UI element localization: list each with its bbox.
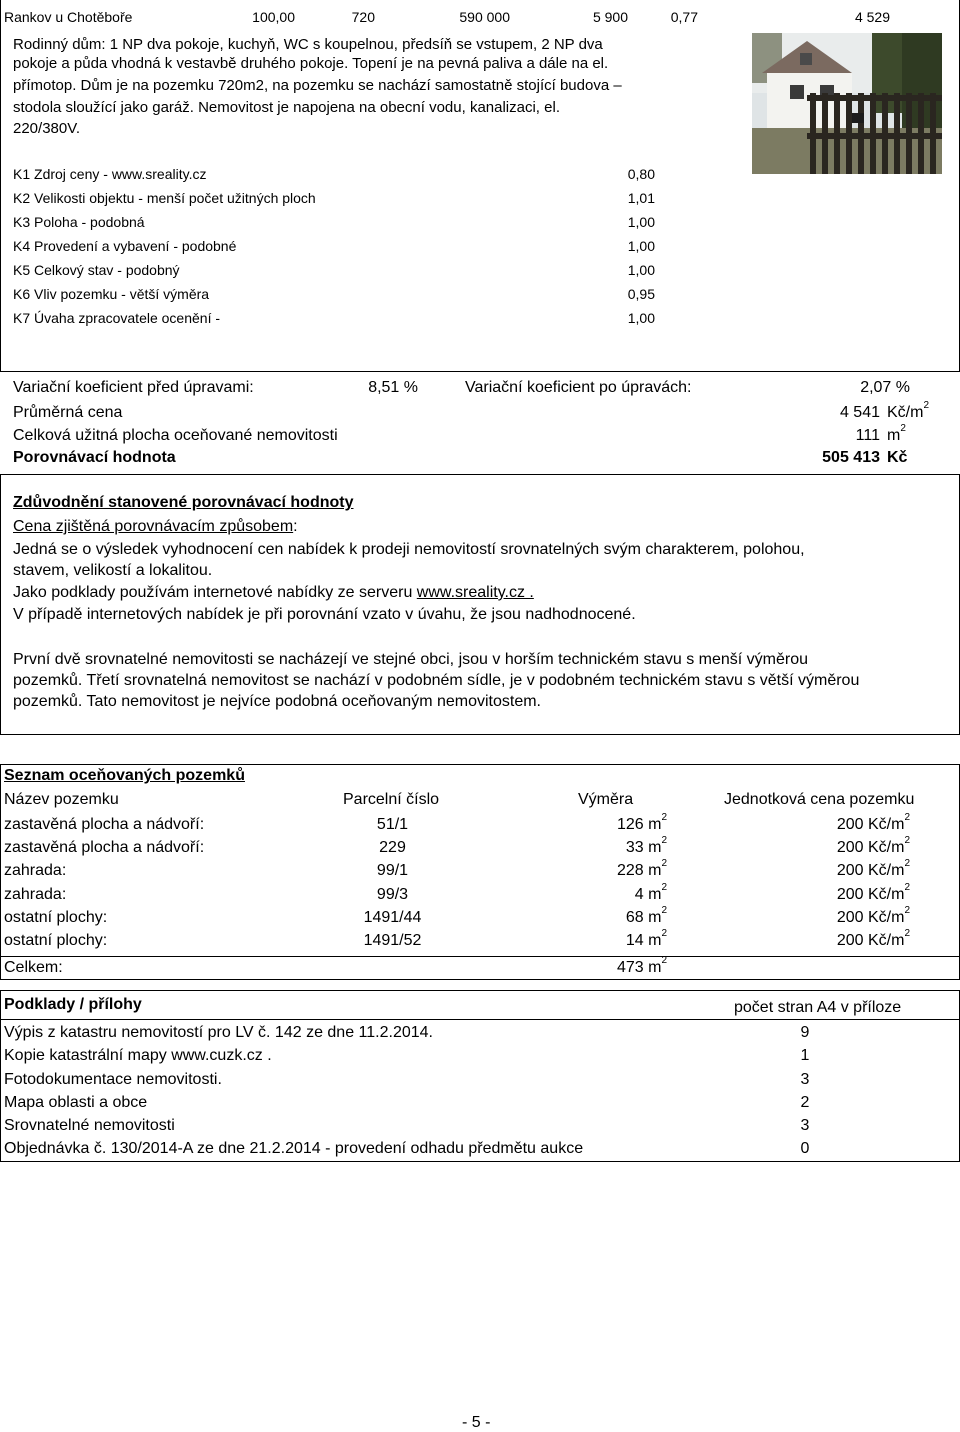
usable-area-unit xyxy=(887,423,906,445)
superscript-2: 2 xyxy=(923,400,930,411)
property-name: Rankov u Chotěboře xyxy=(4,9,133,25)
top-row-c2: 720 xyxy=(351,9,375,25)
land-header-area: Výměra xyxy=(578,791,634,808)
top-row-c3: 590 000 xyxy=(459,9,510,25)
land-row-name: zahrada: xyxy=(4,862,67,879)
top-row-c5: 0,77 xyxy=(670,9,698,25)
variation-after-value: 2,07 % xyxy=(860,379,910,396)
variation-after-label: Variační koeficient po úpravách: xyxy=(465,379,692,396)
description-line-3: přímotop. Dům je na pozemku 720m2, na pozemku se nachází samostatně stojící budova – xyxy=(13,77,622,94)
land-row-price xyxy=(760,928,910,950)
attachment-pages: 9 xyxy=(800,1024,810,1041)
coefficient-value: 1,00 xyxy=(627,262,655,278)
land-row-area-text: 228 m xyxy=(616,862,662,879)
justification-heading: Zdůvodnění stanovené porovnávací hodnoty xyxy=(13,494,354,511)
justification-subheading xyxy=(13,518,298,536)
justification-p4-line2: pozemků. Třetí srovnatelná nemovitost se nachází v podobném sídle, je v podobném technickém stavu s větší výměrou xyxy=(13,672,860,689)
page-number: - 5 - xyxy=(462,1414,491,1431)
land-row-area-text: 68 m xyxy=(625,909,662,926)
justification-p1-line1: Jedná se o výsledek vyhodnocení cen nabídek k prodeji nemovitostí srovnatelných svým charakterem, polohou, xyxy=(13,541,805,558)
coefficient-label: K4 Provedení a vybavení - podobné xyxy=(13,238,237,254)
superscript-2: 2 xyxy=(904,928,910,939)
attachment-pages: 1 xyxy=(800,1047,810,1064)
description-line-1: Rodinný dům: 1 NP dva pokoje, kuchyň, WC s koupelnou, předsíň se vstupem, 2 NP dva xyxy=(13,36,603,53)
superscript-2: 2 xyxy=(904,905,910,916)
attachments-pages-header: počet stran A4 v příloze xyxy=(734,999,902,1016)
coefficient-label: K2 Velikosti objektu - menší počet užitných ploch xyxy=(13,190,316,206)
attachment-label: Výpis z katastru nemovitostí pro LV č. 142 ze dne 11.2.2014. xyxy=(4,1024,433,1041)
usable-area-label: Celková užitná plocha oceňované nemovitosti xyxy=(13,427,338,444)
land-row-price xyxy=(760,812,910,834)
land-row-price-text: 200 Kč/m xyxy=(836,886,905,903)
attachment-label: Objednávka č. 130/2014-A ze dne 21.2.2014 - provedení odhadu předmětu aukce xyxy=(4,1140,584,1157)
variation-before-value: 8,51 % xyxy=(368,379,418,396)
top-row-c6: 4 529 xyxy=(854,9,890,25)
attachment-pages: 0 xyxy=(800,1140,810,1157)
land-row-price xyxy=(760,858,910,880)
superscript-2: 2 xyxy=(900,423,906,434)
sreality-link[interactable]: www.sreality.cz . xyxy=(416,584,534,601)
land-row-price-text: 200 Kč/m xyxy=(836,839,905,856)
land-row-name: ostatní plochy: xyxy=(4,909,108,926)
attachment-label: Srovnatelné nemovitosti xyxy=(4,1117,175,1134)
superscript-2: 2 xyxy=(661,835,667,846)
land-row-name: zastavěná plocha a nádvoří: xyxy=(4,816,205,833)
coefficient-value: 1,01 xyxy=(627,190,655,206)
justification-p1-line2: stavem, velikostí a lokalitou. xyxy=(13,562,213,579)
land-row-price-text: 200 Kč/m xyxy=(836,816,905,833)
justification-p4-line1: První dvě srovnatelné nemovitosti se nacházejí ve stejné obci, jsou v horším technickém stavu s menší výměrou xyxy=(13,651,809,668)
average-price-value: 4 541 xyxy=(839,404,880,421)
land-row-area xyxy=(560,882,667,904)
coefficient-value: 0,95 xyxy=(627,286,655,302)
top-row-c1: 100,00 xyxy=(252,9,295,25)
coefficient-label: K5 Celkový stav - podobný xyxy=(13,262,180,278)
attachments-divider xyxy=(0,1019,960,1020)
justification-p2 xyxy=(13,584,534,602)
attachment-label: Fotodokumentace nemovitosti. xyxy=(4,1071,222,1088)
coefficient-label: K1 Zdroj ceny - www.sreality.cz xyxy=(13,166,207,182)
superscript-2: 2 xyxy=(661,812,667,823)
land-row-area xyxy=(560,928,667,950)
land-row-price-text: 200 Kč/m xyxy=(836,932,905,949)
land-table-title: Seznam oceňovaných pozemků xyxy=(4,767,245,784)
land-header-price: Jednotková cena pozemku xyxy=(724,791,915,808)
attachment-pages: 3 xyxy=(800,1117,810,1134)
land-row-area-text: 33 m xyxy=(625,839,662,856)
land-total-area xyxy=(560,955,667,977)
average-price-label: Průměrná cena xyxy=(13,404,123,421)
attachment-label: Kopie katastrální mapy www.cuzk.cz . xyxy=(4,1047,272,1064)
description-line-4: stodola sloužící jako garáž. Nemovitost je napojena na obecní vodu, kanalizaci, el. xyxy=(13,99,560,116)
land-row-parcel: 1491/52 xyxy=(363,932,422,949)
attachments-title: Podklady / přílohy xyxy=(4,996,142,1013)
land-row-name: ostatní plochy: xyxy=(4,932,108,949)
land-row-parcel: 99/1 xyxy=(376,862,409,879)
superscript-2: 2 xyxy=(904,835,910,846)
land-row-area xyxy=(560,812,667,834)
coefficient-value: 1,00 xyxy=(627,238,655,254)
land-row-name: zastavěná plocha a nádvoří: xyxy=(4,839,205,856)
coefficient-value: 0,80 xyxy=(627,166,655,182)
land-row-area xyxy=(560,905,667,927)
land-row-area-text: 14 m xyxy=(625,932,662,949)
land-row-name: zahrada: xyxy=(4,886,67,903)
comparison-value-unit: Kč xyxy=(887,449,908,466)
land-row-area xyxy=(560,858,667,880)
comparison-value: 505 413 xyxy=(822,449,880,466)
top-row-c4: 5 900 xyxy=(592,9,628,25)
land-total-area-text: 473 m xyxy=(616,959,662,976)
average-price-unit-text: Kč/m xyxy=(887,404,924,421)
comparison-value-label: Porovnávací hodnota xyxy=(13,449,176,466)
superscript-2: 2 xyxy=(661,905,667,916)
superscript-2: 2 xyxy=(904,882,910,893)
coefficient-value: 1,00 xyxy=(627,310,655,326)
variation-before-label: Variační koeficient před úpravami: xyxy=(13,379,254,396)
justification-subheading-colon: : xyxy=(293,518,298,535)
coefficient-label: K7 Úvaha zpracovatele ocenění - xyxy=(13,310,221,326)
coefficient-label: K3 Poloha - podobná xyxy=(13,214,145,230)
attachment-label: Mapa oblasti a obce xyxy=(4,1094,148,1111)
land-row-price xyxy=(760,835,910,857)
superscript-2: 2 xyxy=(661,928,667,939)
land-row-price xyxy=(760,882,910,904)
superscript-2: 2 xyxy=(661,882,667,893)
land-row-area xyxy=(560,835,667,857)
land-header-parcel: Parcelní číslo xyxy=(343,791,440,808)
land-header-name: Název pozemku xyxy=(4,791,119,808)
usable-area-value: 111 xyxy=(855,427,880,444)
description-line-2: pokoje a půda vhodná k vestavbě druhého pokoje. Topení je na pevná paliva a dále na el. xyxy=(13,55,609,72)
coefficient-value: 1,00 xyxy=(627,214,655,230)
justification-p2-text: Jako podklady používám internetové nabídky ze serveru xyxy=(13,584,417,601)
superscript-2: 2 xyxy=(904,858,910,869)
superscript-2: 2 xyxy=(661,955,667,966)
land-row-parcel: 51/1 xyxy=(376,816,409,833)
land-total-label: Celkem: xyxy=(4,959,63,976)
land-row-area-text: 126 m xyxy=(616,816,662,833)
justification-subheading-text: Cena zjištěná porovnávacím způsobem xyxy=(13,518,294,535)
superscript-2: 2 xyxy=(904,812,910,823)
property-photo xyxy=(752,33,942,174)
land-row-price-text: 200 Kč/m xyxy=(836,909,905,926)
attachment-pages: 3 xyxy=(800,1071,810,1088)
superscript-2: 2 xyxy=(661,858,667,869)
land-table-divider xyxy=(0,956,960,957)
land-row-price xyxy=(760,905,910,927)
land-row-price-text: 200 Kč/m xyxy=(836,862,905,879)
attachment-pages: 2 xyxy=(800,1094,810,1111)
average-price-unit xyxy=(887,400,930,422)
justification-p4-line3: pozemků. Tato nemovitost je nejvíce podobná oceňovaným nemovitostem. xyxy=(13,693,541,710)
justification-p3: V případě internetových nabídek je při porovnání vzato v úvahu, že jsou nadhodnocené. xyxy=(13,606,636,623)
land-row-area-text: 4 m xyxy=(634,886,662,903)
description-line-5: 220/380V. xyxy=(13,120,81,137)
usable-area-unit-text: m xyxy=(887,427,901,444)
land-row-parcel: 229 xyxy=(379,839,406,856)
coefficient-label: K6 Vliv pozemku - větší výměra xyxy=(13,286,210,302)
land-row-parcel: 99/3 xyxy=(376,886,409,903)
land-row-parcel: 1491/44 xyxy=(363,909,422,926)
